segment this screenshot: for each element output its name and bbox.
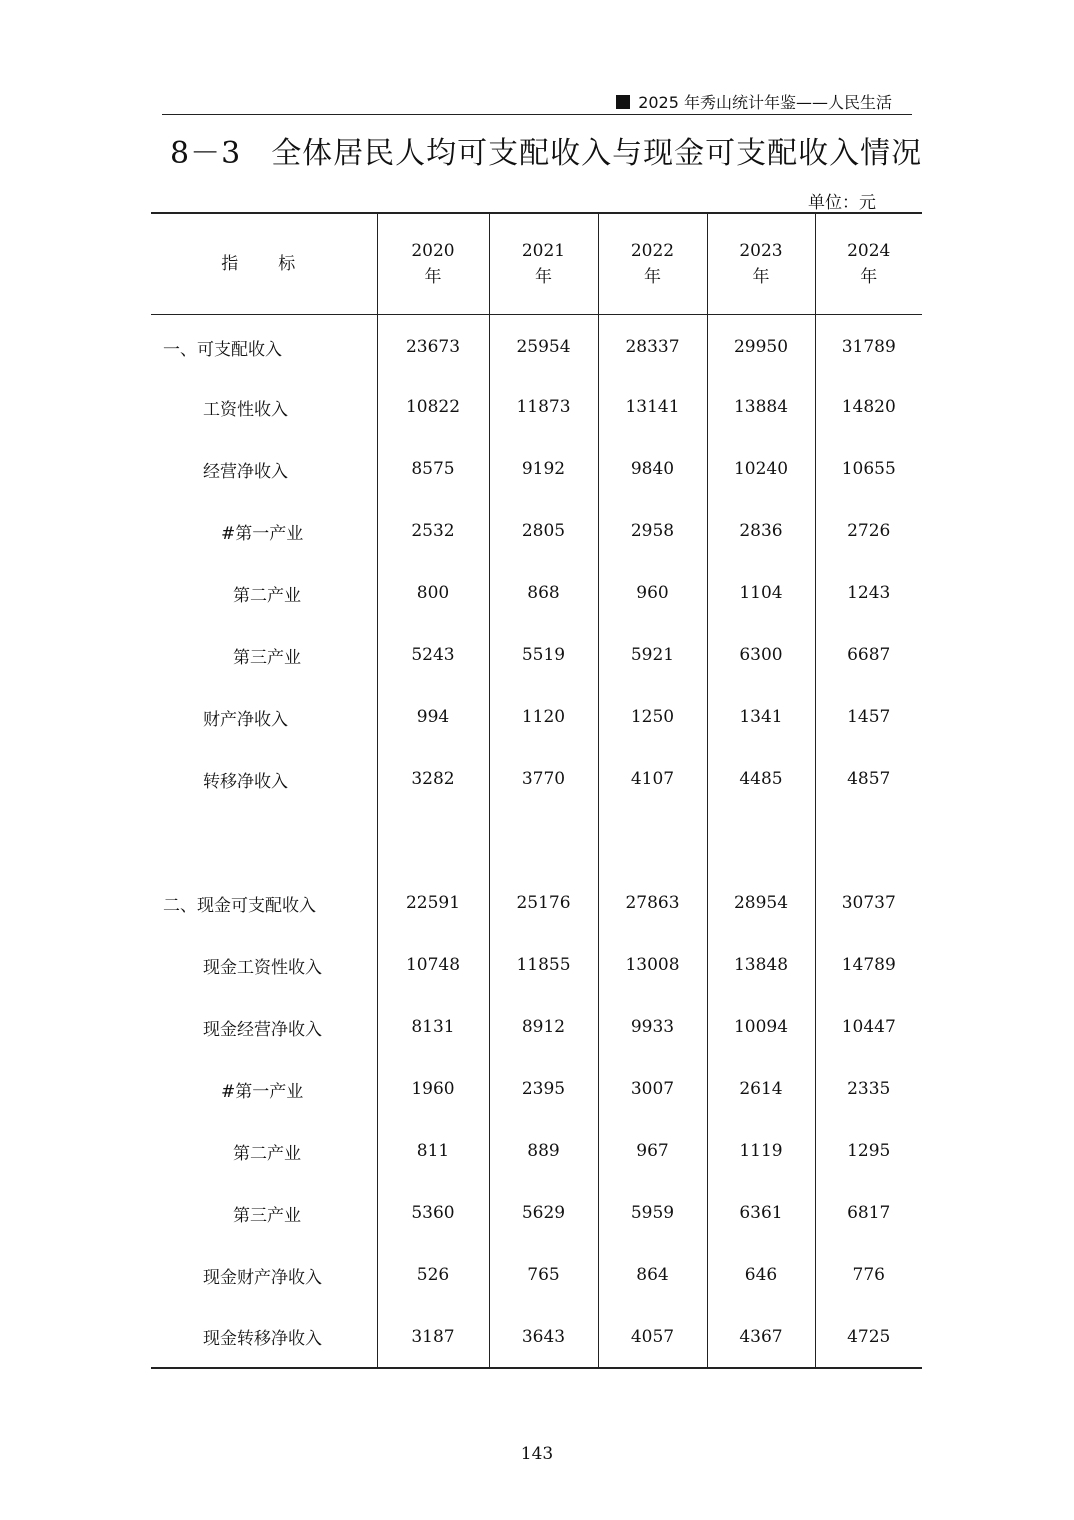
table-row [151, 376, 922, 438]
year-suffix: 年 [860, 266, 878, 287]
value-cell-2024: 2726 [815, 500, 922, 562]
year-suffix: 年 [424, 266, 442, 287]
value-cell-2020: 22591 [377, 872, 489, 934]
empty-cell [489, 810, 598, 872]
table-title-text: 全体居民人均可支配收入与现金可支配收入情况 [271, 136, 923, 171]
empty-cell [151, 810, 377, 872]
value-cell-2024: 14820 [815, 376, 922, 438]
value-cell-2022: 2958 [598, 500, 707, 562]
value-cell-2020: 800 [377, 562, 489, 624]
value-cell-2023: 13884 [707, 376, 815, 438]
value-cell-2023: 28954 [707, 872, 815, 934]
page-number: 143 [520, 1444, 554, 1464]
value-cell-2024: 1243 [815, 562, 922, 624]
year-label: 2022 [630, 240, 675, 261]
value-cell-2021: 2395 [489, 1058, 598, 1120]
row-label: 现金工资性收入 [203, 957, 322, 978]
table-title [170, 128, 922, 172]
row-label: #第一产业 [221, 1081, 304, 1102]
value-cell-2020: 5360 [377, 1182, 489, 1244]
row-label: 现金经营净收入 [203, 1019, 322, 1040]
column-header-2020 [377, 213, 489, 314]
value-cell-2023: 1119 [707, 1120, 815, 1182]
value-cell-2021: 25954 [489, 314, 598, 376]
value-cell-2021: 765 [489, 1244, 598, 1306]
value-cell-2020: 23673 [377, 314, 489, 376]
value-cell-2021: 889 [489, 1120, 598, 1182]
value-cell-2021: 8912 [489, 996, 598, 1058]
value-cell-2024: 1457 [815, 686, 922, 748]
value-cell-2022: 864 [598, 1244, 707, 1306]
table-row [151, 1182, 922, 1244]
year-suffix: 年 [752, 266, 770, 287]
year-label: 2024 [847, 240, 891, 261]
table-row [151, 748, 922, 810]
value-cell-2024: 6817 [815, 1182, 922, 1244]
value-cell-2020: 3187 [377, 1306, 489, 1368]
value-cell-2024: 14789 [815, 934, 922, 996]
table-row [151, 934, 922, 996]
table-row [151, 872, 922, 934]
value-cell-2024: 4857 [815, 748, 922, 810]
table-row [151, 1244, 922, 1306]
row-label: 第三产业 [233, 647, 301, 668]
value-cell-2023: 646 [707, 1244, 815, 1306]
value-cell-2023: 2614 [707, 1058, 815, 1120]
row-label: 二、现金可支配收入 [163, 895, 316, 916]
table-row [151, 1306, 922, 1368]
row-label: 现金财产净收入 [203, 1267, 322, 1288]
value-cell-2024: 1295 [815, 1120, 922, 1182]
value-cell-2020: 2532 [377, 500, 489, 562]
value-cell-2024: 6687 [815, 624, 922, 686]
value-cell-2022: 4107 [598, 748, 707, 810]
running-header [162, 88, 912, 115]
value-cell-2023: 10240 [707, 438, 815, 500]
value-cell-2024: 2335 [815, 1058, 922, 1120]
value-cell-2021: 5519 [489, 624, 598, 686]
row-label: 第二产业 [233, 585, 301, 606]
value-cell-2020: 811 [377, 1120, 489, 1182]
column-header-indicator: 指标 [221, 253, 336, 274]
value-cell-2020: 5243 [377, 624, 489, 686]
table-row [151, 500, 922, 562]
row-label: 工资性收入 [203, 399, 288, 420]
value-cell-2023: 4367 [707, 1306, 815, 1368]
value-cell-2021: 11873 [489, 376, 598, 438]
table-header-row [151, 213, 922, 314]
value-cell-2020: 10822 [377, 376, 489, 438]
value-cell-2022: 5921 [598, 624, 707, 686]
year-label: 2021 [521, 240, 566, 261]
year-label: 2020 [411, 240, 455, 261]
empty-cell [598, 810, 707, 872]
value-cell-2023: 1104 [707, 562, 815, 624]
spacer-row [151, 810, 922, 872]
value-cell-2021: 2805 [489, 500, 598, 562]
income-table [151, 212, 922, 1369]
value-cell-2022: 1250 [598, 686, 707, 748]
value-cell-2022: 967 [598, 1120, 707, 1182]
value-cell-2021: 868 [489, 562, 598, 624]
table-row [151, 314, 922, 376]
value-cell-2024: 4725 [815, 1306, 922, 1368]
empty-cell [377, 810, 489, 872]
row-label: 一、可支配收入 [163, 339, 282, 360]
value-cell-2021: 11855 [489, 934, 598, 996]
value-cell-2023: 10094 [707, 996, 815, 1058]
value-cell-2023: 4485 [707, 748, 815, 810]
table-row [151, 1058, 922, 1120]
row-label: 财产净收入 [203, 709, 288, 730]
value-cell-2021: 9192 [489, 438, 598, 500]
value-cell-2020: 994 [377, 686, 489, 748]
row-label: 第三产业 [233, 1205, 301, 1226]
value-cell-2024: 10655 [815, 438, 922, 500]
value-cell-2020: 8575 [377, 438, 489, 500]
value-cell-2024: 30737 [815, 872, 922, 934]
value-cell-2020: 10748 [377, 934, 489, 996]
value-cell-2024: 31789 [815, 314, 922, 376]
value-cell-2022: 5959 [598, 1182, 707, 1244]
value-cell-2022: 3007 [598, 1058, 707, 1120]
column-header-2021 [489, 213, 598, 314]
value-cell-2021: 3770 [489, 748, 598, 810]
value-cell-2022: 9840 [598, 438, 707, 500]
table-row [151, 1120, 922, 1182]
row-label: 现金转移净收入 [203, 1329, 322, 1349]
value-cell-2020: 3282 [377, 748, 489, 810]
value-cell-2021: 5629 [489, 1182, 598, 1244]
table-row [151, 686, 922, 748]
value-cell-2023: 2836 [707, 500, 815, 562]
table-row [151, 996, 922, 1058]
value-cell-2022: 28337 [598, 314, 707, 376]
value-cell-2020: 8131 [377, 996, 489, 1058]
value-cell-2022: 4057 [598, 1306, 707, 1368]
year-label: 2023 [739, 240, 783, 261]
column-header-2024 [815, 213, 922, 314]
value-cell-2023: 6300 [707, 624, 815, 686]
value-cell-2023: 29950 [707, 314, 815, 376]
table-row [151, 438, 922, 500]
value-cell-2023: 13848 [707, 934, 815, 996]
table-row [151, 562, 922, 624]
value-cell-2022: 13008 [598, 934, 707, 996]
value-cell-2022: 13141 [598, 376, 707, 438]
value-cell-2020: 1960 [377, 1058, 489, 1120]
unit-label: 单位：元 [808, 193, 876, 213]
value-cell-2021: 25176 [489, 872, 598, 934]
row-label: 经营净收入 [203, 461, 288, 482]
year-suffix: 年 [644, 266, 661, 287]
table-row [151, 624, 922, 686]
value-cell-2023: 1341 [707, 686, 815, 748]
value-cell-2020: 526 [377, 1244, 489, 1306]
value-cell-2022: 9933 [598, 996, 707, 1058]
column-header-2023 [707, 213, 815, 314]
year-suffix: 年 [535, 266, 552, 287]
empty-cell [815, 810, 922, 872]
empty-cell [707, 810, 815, 872]
column-header-2022 [598, 213, 707, 314]
value-cell-2023: 6361 [707, 1182, 815, 1244]
value-cell-2022: 960 [598, 562, 707, 624]
row-label: #第一产业 [221, 523, 304, 544]
value-cell-2022: 27863 [598, 872, 707, 934]
row-label: 第二产业 [233, 1143, 301, 1164]
value-cell-2021: 3643 [489, 1306, 598, 1368]
running-header-text [616, 90, 892, 113]
value-cell-2021: 1120 [489, 686, 598, 748]
table-number: 8－3 [170, 136, 242, 171]
value-cell-2024: 776 [815, 1244, 922, 1306]
square-bullet-icon [616, 95, 630, 109]
row-label: 转移净收入 [203, 771, 288, 792]
value-cell-2024: 10447 [815, 996, 922, 1058]
running-title: 2025 年秀山统计年鉴——人民生活 [638, 93, 892, 112]
